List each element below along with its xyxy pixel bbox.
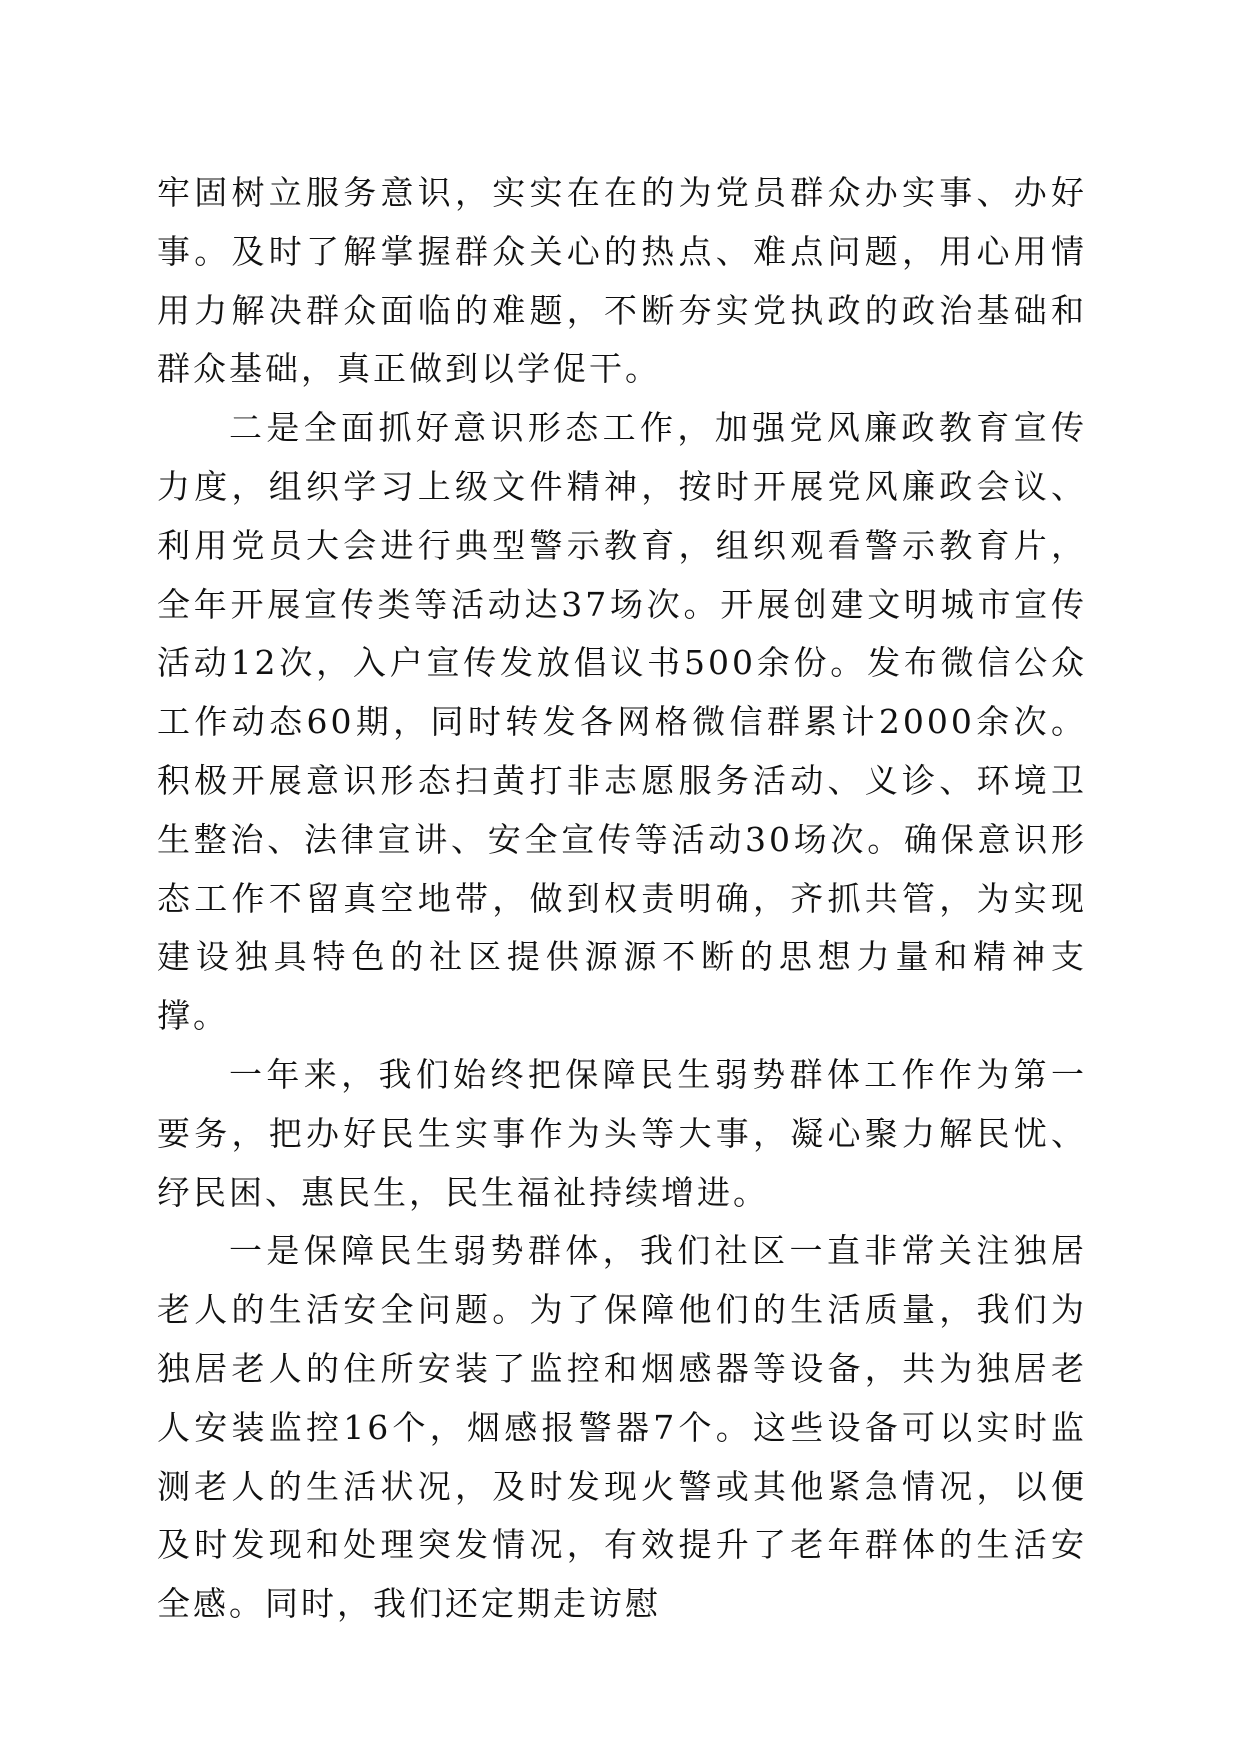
document-body <box>157 164 1087 1634</box>
paragraph-3: 一年来，我们始终把保障民生弱势群体工作作为第一要务，把办好民生实事作为头等大事，凝心聚力解民忧、纾民困、惠民生，民生福祉持续增进。 <box>157 1054 1087 1212</box>
paragraph-2: 二是全面抓好意识形态工作，加强党风廉政教育宣传力度，组织学习上级文件精神，按时开展党风廉政会议、利用党员大会进行典型警示教育，组织观看警示教育片，全年开展宣传类等活动达37场次。开展创建文明城市宣传活动12次，入户宣传发放倡议书500余份。发布微信公众工作动态60期，同时转发各网格微信群累计2000余次。积极开展意识形态扫黄打非志愿服务活动、义诊、环境卫生整治、法律宣讲、安全宣传等活动30场次。确保意识形态工作不留真空地带，做到权责明确，齐抓共管，为实现建设独具特色的社区提供源源不断的思想力量和精神支撑。 <box>157 408 1087 1036</box>
paragraph-1: 牢固树立服务意识，实实在在的为党员群众办实事、办好事。及时了解掌握群众关心的热点、难点问题，用心用情用力解决群众面临的难题，不断夯实党执政的政治基础和群众基础，真正做到以学促干。 <box>157 173 1087 389</box>
paragraph-4: 一是保障民生弱势群体，我们社区一直非常关注独居老人的生活安全问题。为了保障他们的生活质量，我们为独居老人的住所安装了监控和烟感器等设备，共为独居老人安装监控16个，烟感报警器7个。这些设备可以实时监测老人的生活状况，及时发现火警或其他紧急情况，以便及时发现和处理突发情况，有效提升了老年群体的生活安全感。同时，我们还定期走访慰 <box>157 1231 1087 1624</box>
